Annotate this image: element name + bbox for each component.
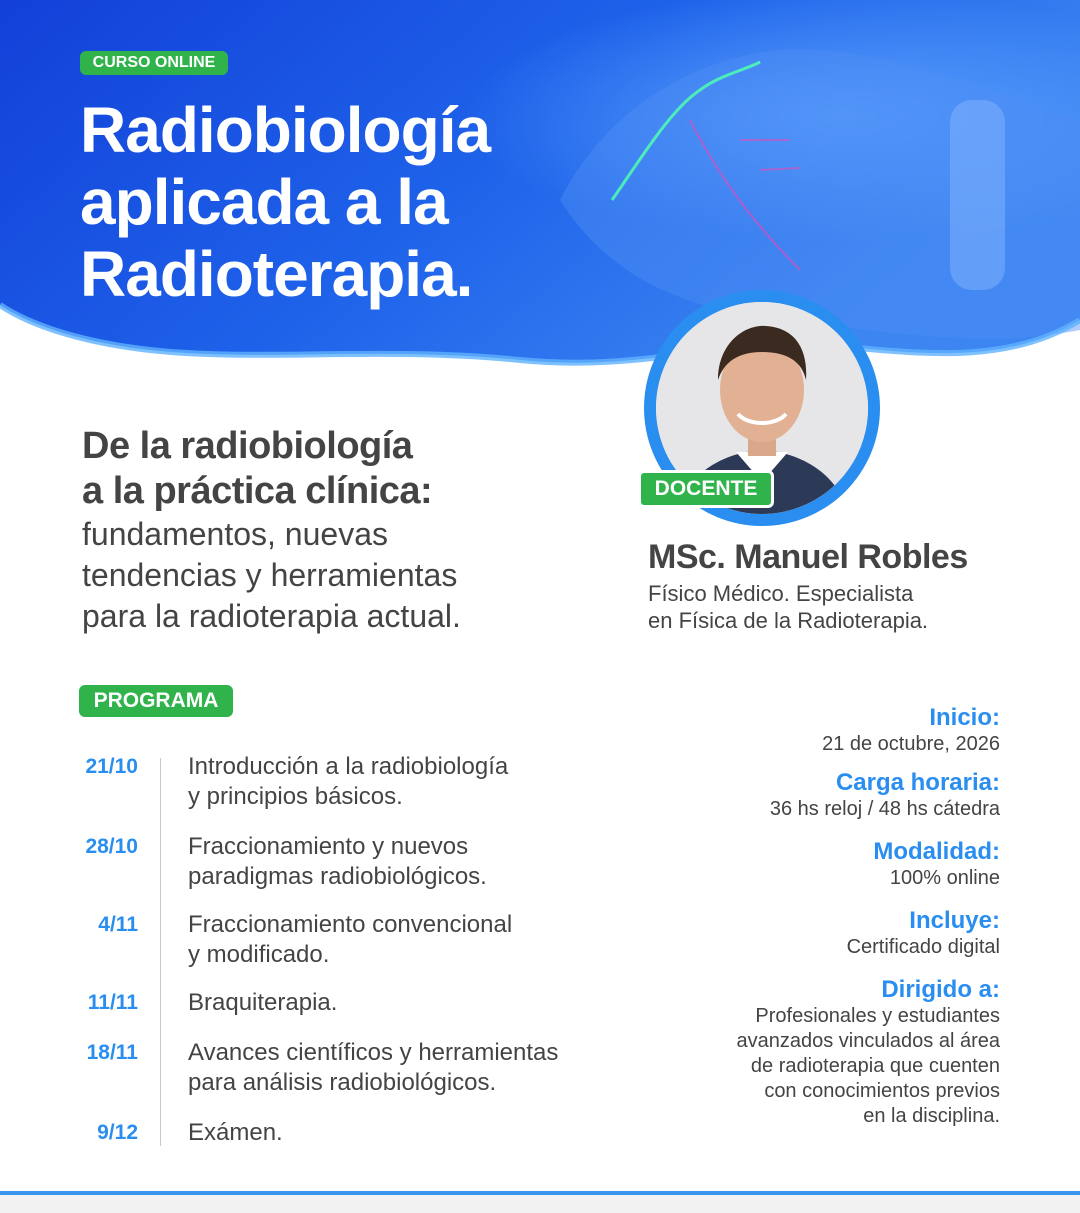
info-block bbox=[640, 704, 1000, 757]
schedule-date: 21/10 bbox=[85, 755, 138, 778]
title-line: aplicada a la bbox=[80, 166, 448, 238]
schedule-row bbox=[60, 910, 660, 988]
program-badge: PROGRAMA bbox=[79, 685, 233, 717]
topic-line: Braquiterapia. bbox=[188, 989, 338, 1016]
schedule-topic bbox=[188, 752, 660, 812]
topic-line: Exámen. bbox=[188, 1119, 283, 1146]
topic-line: Introducción a la radiobiología bbox=[188, 753, 509, 780]
topic-line: Avances científicos y herramientas bbox=[188, 1039, 559, 1066]
info-label: Modalidad: bbox=[873, 838, 1000, 865]
teacher-description bbox=[648, 580, 928, 634]
info-value-line: Certificado digital bbox=[846, 936, 1000, 958]
teacher-desc-line: en Física de la Radioterapia. bbox=[648, 608, 929, 633]
info-value-line: Profesionales y estudiantes bbox=[755, 1005, 1000, 1027]
topic-line: y modificado. bbox=[188, 941, 330, 968]
schedule-topic bbox=[188, 832, 660, 892]
info-value-line: 21 de octubre, 2026 bbox=[822, 733, 1000, 755]
topic-line: para análisis radiobiológicos. bbox=[188, 1069, 497, 1096]
title-line: Radioterapia. bbox=[80, 238, 473, 310]
course-type-badge: CURSO ONLINE bbox=[80, 51, 228, 75]
teacher-desc-line: Físico Médico. Especialista bbox=[648, 581, 914, 606]
info-value-line: con conocimientos previos bbox=[764, 1080, 1000, 1102]
topic-line: paradigmas radiobiológicos. bbox=[188, 863, 487, 890]
schedule-date: 4/11 bbox=[98, 913, 138, 936]
schedule-row bbox=[60, 1118, 660, 1148]
teacher-name: MSc. Manuel Robles bbox=[648, 538, 968, 576]
course-subtitle bbox=[82, 424, 642, 637]
topic-line: y principios básicos. bbox=[188, 783, 403, 810]
title-line: Radiobiología bbox=[80, 94, 491, 166]
topic-line: Fraccionamiento y nuevos bbox=[188, 833, 469, 860]
schedule-date: 28/10 bbox=[85, 835, 138, 858]
schedule-row bbox=[60, 752, 660, 832]
info-value-line: 36 hs reloj / 48 hs cátedra bbox=[769, 798, 1000, 820]
info-block bbox=[640, 976, 1000, 1129]
info-label: Inicio: bbox=[929, 704, 1000, 731]
course-title bbox=[80, 94, 490, 310]
info-value bbox=[640, 1004, 1000, 1129]
program-schedule bbox=[60, 752, 660, 1148]
schedule-topic bbox=[188, 988, 660, 1018]
info-value bbox=[640, 732, 1000, 757]
info-value bbox=[640, 866, 1000, 891]
schedule-row bbox=[60, 988, 660, 1038]
schedule-row bbox=[60, 832, 660, 910]
footer-strip bbox=[0, 1195, 1080, 1213]
subtitle-strong-line: De la radiobiología bbox=[82, 425, 413, 467]
teacher-badge: DOCENTE bbox=[638, 470, 774, 508]
info-value bbox=[640, 797, 1000, 822]
subtitle-light-line: fundamentos, nuevas bbox=[82, 516, 388, 552]
info-value-line: avanzados vinculados al área bbox=[736, 1030, 1000, 1052]
topic-line: Fraccionamiento convencional bbox=[188, 911, 513, 938]
info-block bbox=[640, 907, 1000, 960]
schedule-topic bbox=[188, 910, 660, 970]
info-label: Dirigido a: bbox=[881, 976, 1000, 1003]
info-value-line: de radioterapia que cuenten bbox=[750, 1055, 1000, 1077]
schedule-date: 11/11 bbox=[87, 991, 138, 1014]
course-info bbox=[640, 704, 1000, 1129]
info-label: Incluye: bbox=[909, 907, 1000, 934]
schedule-row bbox=[60, 1038, 660, 1118]
info-block bbox=[640, 769, 1000, 822]
subtitle-light-line: tendencias y herramientas bbox=[82, 557, 458, 593]
schedule-topic bbox=[188, 1118, 660, 1148]
schedule-date: 9/12 bbox=[97, 1121, 138, 1144]
schedule-topic bbox=[188, 1038, 660, 1098]
info-label: Carga horaria: bbox=[835, 769, 1000, 796]
subtitle-light-line: para la radioterapia actual. bbox=[82, 598, 461, 634]
subtitle-strong-line: a la práctica clínica: bbox=[82, 470, 433, 512]
schedule-date: 18/11 bbox=[86, 1041, 138, 1064]
info-value bbox=[640, 935, 1000, 960]
info-block bbox=[640, 838, 1000, 891]
info-value-line: 100% online bbox=[889, 867, 1000, 889]
info-value-line: en la disciplina. bbox=[863, 1105, 1000, 1127]
